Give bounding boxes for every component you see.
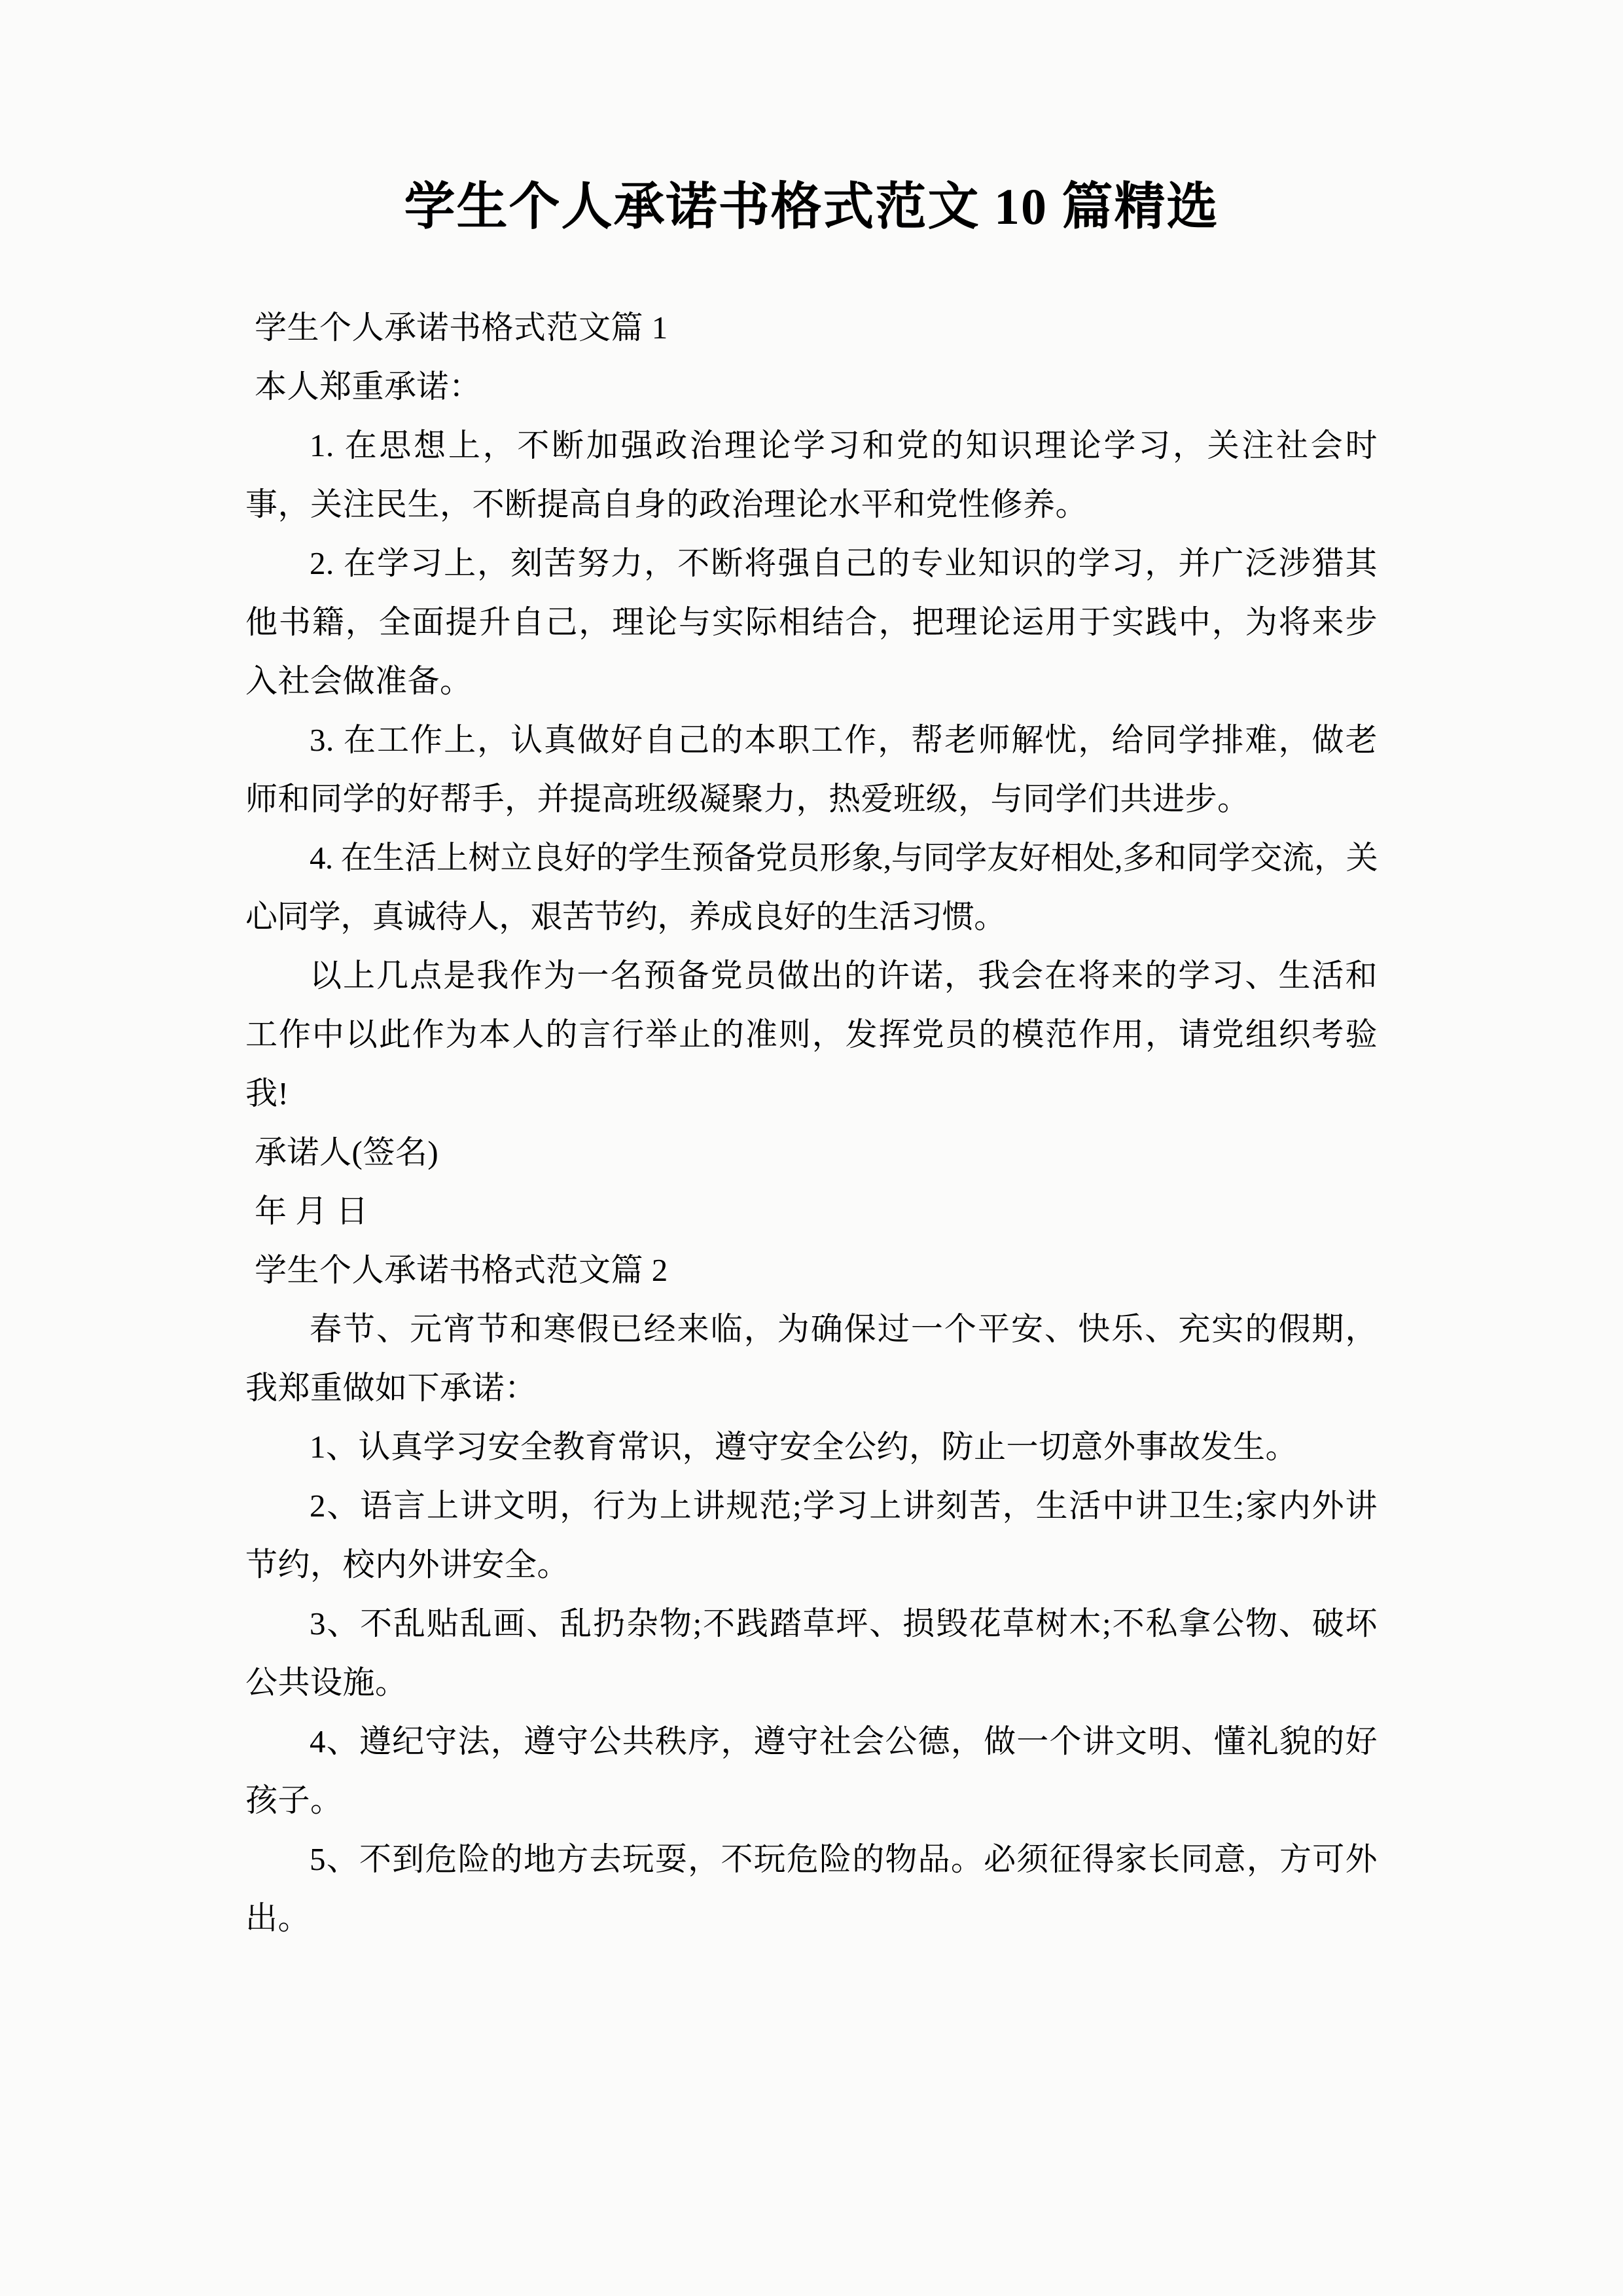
- section-1-item-1: 1. 在思想上，不断加强政治理论学习和党的知识理论学习，关注社会时事，关注民生，不断提高自身的政治理论水平和党性修养。: [245, 427, 1378, 523]
- section-1-item-4: 4. 在生活上树立良好的学生预备党员形象,与同学友好相处,多和同学交流，关心同学，真诚待人，艰苦节约，养成良好的生活习惯。: [245, 840, 1378, 935]
- section-2-item-5: 5、不到危险的地方去玩耍，不玩危险的物品。必须征得家长同意，方可外出。: [245, 1841, 1378, 1937]
- document-body: [245, 0, 1378, 1948]
- section-1-conclusion: 以上几点是我作为一名预备党员做出的许诺，我会在将来的学习、生活和工作中以此作为本人的言行举止的准则，发挥党员的模范作用，请党组织考验我!: [245, 958, 1378, 1112]
- page-title: 学生个人承诺书格式范文 10 篇精选: [404, 178, 1219, 235]
- section-2-heading: 学生个人承诺书格式范文篇 2: [255, 1252, 668, 1289]
- section-2-intro: 春节、元宵节和寒假已经来临，为确保过一个平安、快乐、充实的假期，我郑重做如下承诺：: [245, 1311, 1378, 1407]
- section-2-item-2: 2、语言上讲文明，行为上讲规范;学习上讲刻苦，生活中讲卫生;家内外讲节约，校内外讲安全。: [245, 1488, 1378, 1583]
- section-1-signature-label: 承诺人(签名): [255, 1134, 439, 1171]
- section-1-item-3: 3. 在工作上，认真做好自己的本职工作，帮老师解忧，给同学排难，做老师和同学的好帮手，并提高班级凝聚力，热爱班级，与同学们共进步。: [245, 722, 1378, 817]
- section-2-item-3: 3、不乱贴乱画、乱扔杂物;不践踏草坪、损毁花草树木;不私拿公物、破坏公共设施。: [245, 1605, 1378, 1701]
- section-2-item-4: 4、遵纪守法，遵守公共秩序，遵守社会公德，做一个讲文明、懂礼貌的好孩子。: [245, 1723, 1378, 1819]
- section-2-item-1: 1、认真学习安全教育常识，遵守安全公约，防止一切意外事故发生。: [310, 1429, 1298, 1465]
- section-1-item-2: 2. 在学习上，刻苦努力，不断将强自己的专业知识的学习，并广泛涉猎其他书籍，全面提升自己，理论与实际相结合，把理论运用于实践中，为将来步入社会做准备。: [245, 545, 1378, 700]
- section-1-intro: 本人郑重承诺：: [255, 368, 482, 405]
- section-1-heading: 学生个人承诺书格式范文篇 1: [255, 310, 668, 346]
- section-1-date-line: 年 月 日: [255, 1193, 369, 1230]
